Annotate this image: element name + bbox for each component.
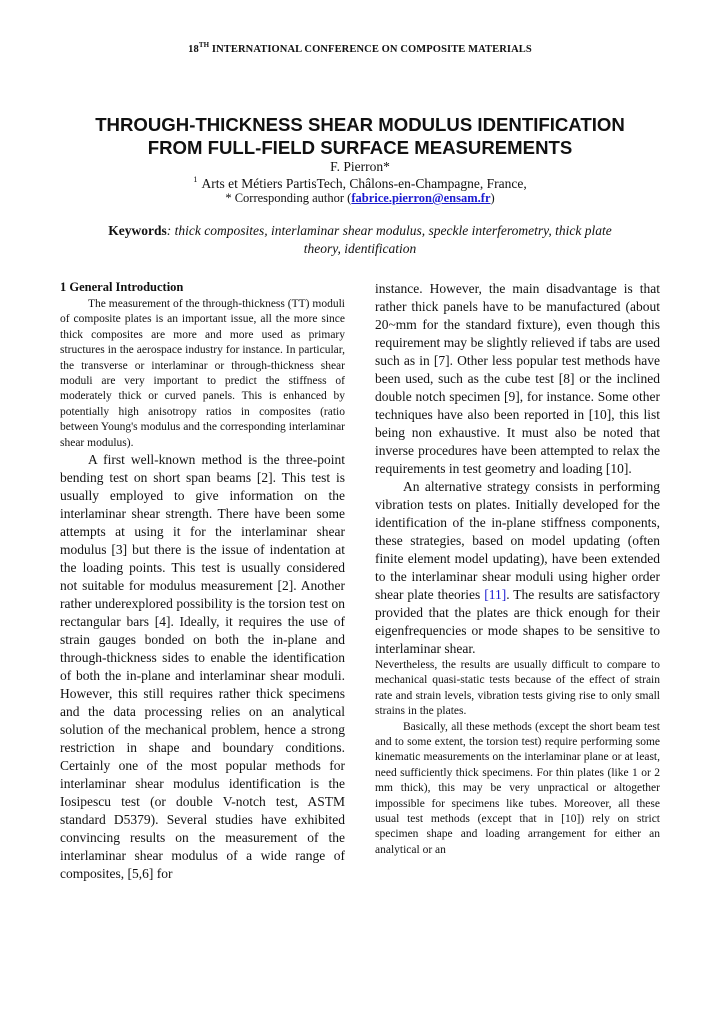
paragraph-vibration-text: An alternative strategy consists in performing vibration tests on plates. Initially developed for the identification of the in-plane stiffness components, these strategies, based on model updating (often finite element model updating), have been extended to the interlaminar shear moduli using higher order shear plate theories — [375, 479, 660, 602]
paragraph-intro: The measurement of the through-thickness (TT) moduli of composite plates is an important issue, all the more since thick composites are more and more used as primary structures in the aerospace industry for instance. In particular, the transverse or interlaminar or through-thickness shear moduli are very important to predict the stiffness of moderately thick or curved panels. This is enhanced by potentially high anisotropy ratios in composites (ratio between Young's modulus and the corresponding interlaminar shear modulus). — [60, 298, 345, 449]
title-line-1: THROUGH-THICKNESS SHEAR MODULUS IDENTIFICATION — [95, 114, 625, 135]
corresponding-suffix: ) — [490, 191, 495, 205]
affiliation-text: Arts et Métiers PartisTech, Châlons-en-Champagne, France, — [201, 176, 527, 191]
title-line-2: FROM FULL-FIELD SURFACE MEASUREMENTS — [147, 137, 573, 158]
corresponding-author — [0, 191, 720, 206]
keywords-text: : thick composites, interlaminar shear modulus, speckle interferometry, thick plate theory, identification — [166, 223, 612, 256]
ordinal-suffix: TH — [198, 41, 210, 49]
corresponding-email-link[interactable]: fabrice.pierron@ensam.fr — [351, 191, 491, 205]
paragraph-continued: instance. However, the main disadvantage is that rather thick panels have to be manufactured (about 20~mm for the standard fixture), even though this requirement may be slightly relieved if tabs are used such as in [7]. Other less popular test methods have been used, such as the cube test [8] or the inclined double notch specimen [9], for instance. Some other techniques have also been reported in [10], this list being non exhaustive. It must also be noted that inverse procedures have been attempted to relax the requirements in test geometry and loading [10]. — [375, 281, 660, 476]
paragraph-vibration-text-2: . The results are satisfactory provided that the plates are thick enough for their eigenfrequencies or mode shapes to be sensitive to interlaminar shear. — [375, 587, 661, 656]
paragraph-vibration — [375, 478, 660, 658]
author-name: F. Pierron* — [330, 159, 390, 174]
paragraph-basically: Basically, all these methods (except the short beam test and to some extent, the torsion test) require performing some kinematic measurements on the interlaminar plane or at least, need sufficiently thick specimens. For thin plates (like 1 or 2 mm thick), this may be very unpractical or altogether impossible for specimens like tubes. Moreover, all these usual test methods (except that in [10]) rely on strict specimen shape and loading arrangement for either an analytical or an — [375, 720, 660, 856]
affiliation — [0, 174, 720, 192]
left-column — [60, 280, 345, 883]
paragraph-vibration-note: Nevertheless, the results are usually difficult to compare to mechanical quasi-static tests because of the effect of strain rate and strain levels, vibration tests giving rise to only small strains in the plates. — [375, 659, 660, 718]
keywords-label: Keywords — [108, 223, 167, 238]
affiliation-mark: 1 — [193, 174, 198, 184]
conference-number: 18 — [188, 44, 199, 55]
corresponding-prefix: * Corresponding author ( — [225, 191, 352, 205]
paragraph-methods: A first well-known method is the three-point bending test on short span beams [2]. This test is usually employed to give information on the interlaminar shear strength. There have been some attempts at using it for the interlaminar shear modulus [3] but there is the issue of indentation at the loading points. This test is usually considered not suitable for modulus measurement [2]. Another rather underexplored possibility is the torsion test on rectangular bars [4]. Ideally, it requires the use of strain gauges bonded on both the in-plane and through-thickness sides to enable the identification of both the in-plane and interlaminar shear moduli. However, this still requires rather thick specimens and the data processing relies on an analytical solution of the mechanical problem, hence a strong restriction in shape and boundary conditions. Certainly one of the most popular methods for interlaminar shear modulus identification is the Iosipescu test (or double V-notch test, ASTM standard D5379). Several studies have exhibited convincing results on the measurement of the interlaminar shear modulus of a wide range of composites, [5,6] for — [60, 452, 345, 882]
right-column — [375, 280, 660, 858]
paper-title — [60, 113, 660, 159]
citation-link[interactable]: [11] — [484, 587, 507, 602]
running-header — [0, 41, 720, 55]
keywords — [100, 222, 620, 258]
section-heading: 1 General Introduction — [60, 280, 184, 294]
conference-name: INTERNATIONAL CONFERENCE ON COMPOSITE MATERIALS — [211, 44, 532, 55]
